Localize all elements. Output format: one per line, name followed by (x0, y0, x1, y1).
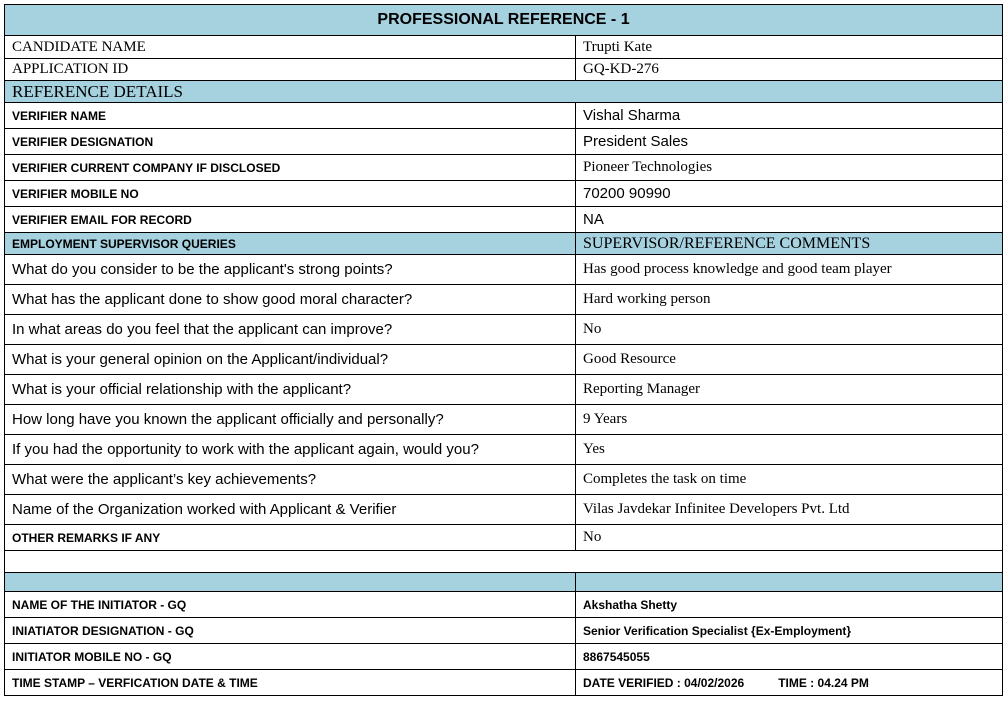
query-row (5, 495, 1003, 525)
query-row (5, 345, 1003, 375)
initiator-name-value: Akshatha Shetty (576, 592, 1003, 618)
query-answer: No (576, 315, 1003, 345)
initiator-name-label: NAME OF THE INITIATOR - GQ (5, 592, 576, 618)
verifier-designation-value: President Sales (576, 129, 1003, 155)
spacer-row (5, 551, 1003, 573)
query-question: If you had the opportunity to work with the applicant again, would you? (5, 435, 576, 465)
verifier-row (5, 181, 1003, 207)
reference-details-header: REFERENCE DETAILS (5, 81, 1003, 103)
initiator-row (5, 618, 1003, 644)
verifier-mobile-label: VERIFIER MOBILE NO (5, 181, 576, 207)
professional-reference-table (4, 4, 1003, 696)
verifier-row (5, 103, 1003, 129)
query-row (5, 435, 1003, 465)
timestamp-label: TIME STAMP – VERFICATION DATE & TIME (5, 670, 576, 696)
query-answer: Vilas Javdekar Infinitee Developers Pvt. Ltd (576, 495, 1003, 525)
initiator-row (5, 592, 1003, 618)
application-id-row (5, 59, 1003, 81)
candidate-name-value: Trupti Kate (576, 36, 1003, 59)
verifier-designation-label: VERIFIER DESIGNATION (5, 129, 576, 155)
query-question: How long have you known the applicant officially and personally? (5, 405, 576, 435)
verifier-company-value: Pioneer Technologies (576, 155, 1003, 181)
query-answer: 9 Years (576, 405, 1003, 435)
verifier-name-value: Vishal Sharma (576, 103, 1003, 129)
query-row (5, 315, 1003, 345)
empty-cell (5, 573, 576, 592)
other-remarks-row (5, 525, 1003, 551)
other-remarks-label: OTHER REMARKS IF ANY (5, 525, 576, 551)
verified-date: DATE VERIFIED : 04/02/2026 (583, 675, 745, 690)
query-answer: Reporting Manager (576, 375, 1003, 405)
empty-cell (576, 573, 1003, 592)
query-question: What is your official relationship with the applicant? (5, 375, 576, 405)
candidate-name-label: CANDIDATE NAME (5, 36, 576, 59)
query-row (5, 285, 1003, 315)
verifier-email-label: VERIFIER EMAIL FOR RECORD (5, 207, 576, 233)
query-question: What do you consider to be the applicant's strong points? (5, 255, 576, 285)
reference-details-header-row (5, 81, 1003, 103)
initiator-designation-value: Senior Verification Specialist {Ex-Employment} (576, 618, 1003, 644)
other-remarks-value: No (576, 525, 1003, 551)
query-answer: Has good process knowledge and good team player (576, 255, 1003, 285)
verifier-row (5, 155, 1003, 181)
query-row (5, 405, 1003, 435)
page-title: PROFESSIONAL REFERENCE - 1 (5, 5, 1003, 36)
query-question: Name of the Organization worked with Applicant & Verifier (5, 495, 576, 525)
query-answer: Completes the task on time (576, 465, 1003, 495)
verifier-row (5, 129, 1003, 155)
query-answer: Hard working person (576, 285, 1003, 315)
verifier-row (5, 207, 1003, 233)
verifier-mobile-value: 70200 90990 (576, 181, 1003, 207)
initiator-row (5, 644, 1003, 670)
query-question: What has the applicant done to show good moral character? (5, 285, 576, 315)
query-question: What were the applicant’s key achievements? (5, 465, 576, 495)
title-row (5, 5, 1003, 36)
initiator-mobile-label: INITIATOR MOBILE NO - GQ (5, 644, 576, 670)
verified-time: TIME : 04.24 PM (778, 675, 869, 690)
query-question: In what areas do you feel that the applicant can improve? (5, 315, 576, 345)
queries-header-left: EMPLOYMENT SUPERVISOR QUERIES (5, 233, 576, 255)
timestamp-value (576, 670, 1003, 696)
timestamp-row (5, 670, 1003, 696)
blue-spacer-row (5, 573, 1003, 592)
query-answer: Good Resource (576, 345, 1003, 375)
query-row (5, 375, 1003, 405)
queries-header-right: SUPERVISOR/REFERENCE COMMENTS (576, 233, 1003, 255)
verifier-company-label: VERIFIER CURRENT COMPANY IF DISCLOSED (5, 155, 576, 181)
verifier-email-value: NA (576, 207, 1003, 233)
initiator-mobile-value: 8867545055 (576, 644, 1003, 670)
query-row (5, 255, 1003, 285)
queries-header-row (5, 233, 1003, 255)
query-answer: Yes (576, 435, 1003, 465)
query-row (5, 465, 1003, 495)
query-question: What is your general opinion on the Applicant/individual? (5, 345, 576, 375)
application-id-label: APPLICATION ID (5, 59, 576, 81)
initiator-designation-label: INIATIATOR DESIGNATION - GQ (5, 618, 576, 644)
candidate-name-row (5, 36, 1003, 59)
empty-cell (5, 551, 1003, 573)
verifier-name-label: VERIFIER NAME (5, 103, 576, 129)
application-id-value: GQ-KD-276 (576, 59, 1003, 81)
